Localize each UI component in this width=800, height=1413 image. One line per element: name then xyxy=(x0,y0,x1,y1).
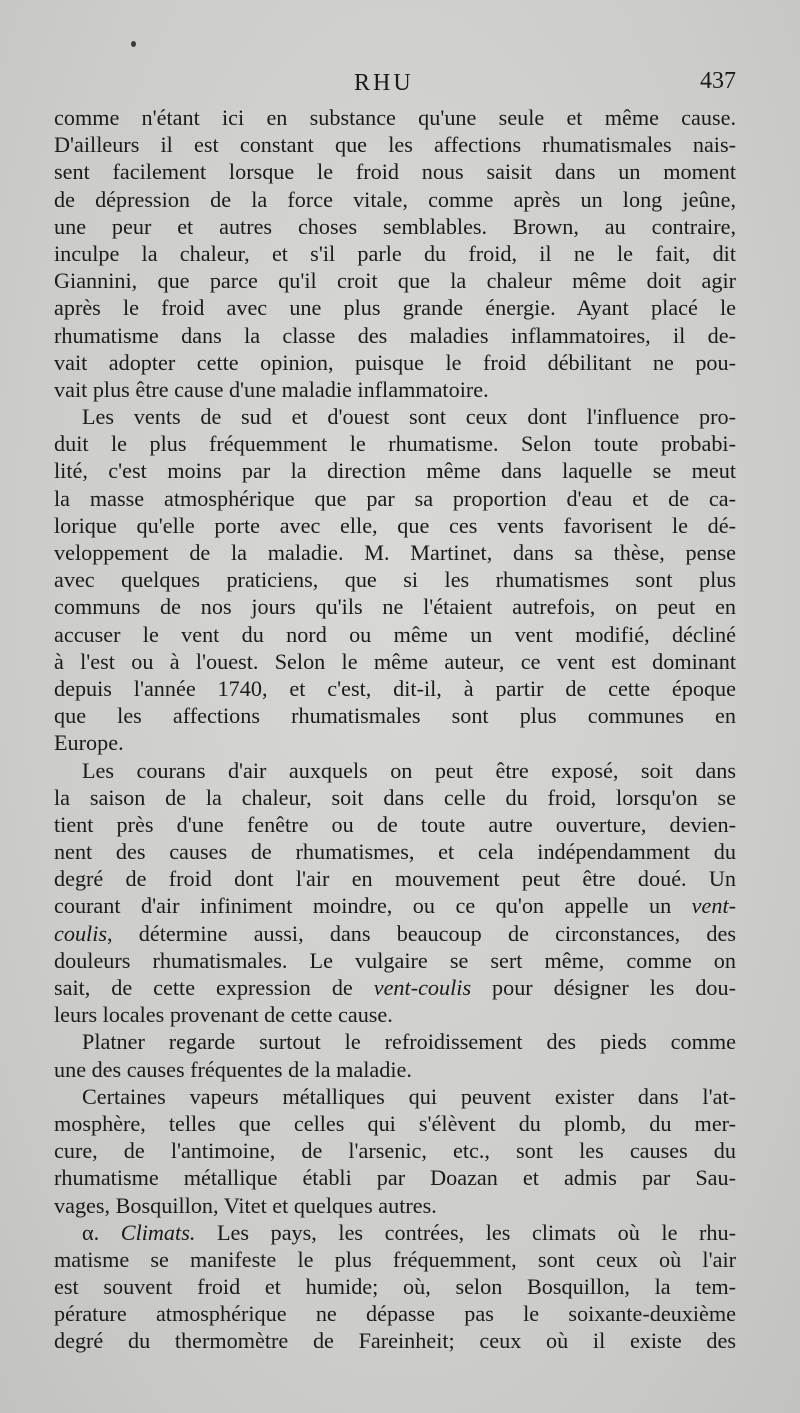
text-line: inculpe la chaleur, et s'il parle du froid, il ne le fait, dit xyxy=(54,240,736,266)
text-line: Platner regarde surtout le refroidissement des pieds comme xyxy=(82,1029,736,1055)
text-line: degré du thermomètre de Fareinheit; ceux où il existe des xyxy=(54,1328,736,1354)
running-head: RHU xyxy=(354,70,414,96)
text-line: à l'est ou à l'ouest. Selon le même auteur, ce vent est dominant xyxy=(54,648,736,674)
text-line: Les vents de sud et d'ouest sont ceux dont l'influence pro- xyxy=(82,404,736,430)
text-line: sait, de cette expression de vent-coulis pour désigner les dou- xyxy=(54,975,736,1000)
text-line: est souvent froid et humide; où, selon Bosquillon, la tem- xyxy=(54,1274,736,1300)
text-line: sent facilement lorsque le froid nous saisit dans un moment xyxy=(54,159,736,185)
text-line: une des causes fréquentes de la maladie. xyxy=(54,1056,412,1082)
text-line: leurs locales provenant de cette cause. xyxy=(54,1002,393,1028)
text-line: Certaines vapeurs métalliques qui peuvent exister dans l'at- xyxy=(82,1083,736,1109)
text-line: pérature atmosphérique ne dépasse pas le soixante-deuxième xyxy=(54,1301,736,1327)
text-line: Europe. xyxy=(54,730,124,756)
text-line: Les courans d'air auxquels on peut être exposé, soit dans xyxy=(82,757,736,783)
text-line: accuser le vent du nord ou même un vent modifié, décliné xyxy=(54,621,736,647)
text-line: lorique qu'elle porte avec elle, que ces vents favorisent le dé- xyxy=(54,512,736,538)
page-number: 437 xyxy=(700,68,736,94)
text-line: Giannini, que parce qu'il croit que la chaleur même doit agir xyxy=(54,268,736,294)
text-line: que les affections rhumatismales sont plus communes en xyxy=(54,703,736,729)
text-line: cure, de l'antimoine, de l'arsenic, etc., sont les causes du xyxy=(54,1138,736,1164)
text-line: la masse atmosphérique que par sa proportion d'eau et de ca- xyxy=(54,485,736,511)
text-line: D'ailleurs il est constant que les affections rhumatismales nais- xyxy=(54,132,736,158)
text-line: douleurs rhumatismales. Le vulgaire se sert même, comme on xyxy=(54,947,736,973)
text-line: comme n'étant ici en substance qu'une seule et même cause. xyxy=(54,105,736,130)
page-header xyxy=(54,66,736,104)
text-line: matisme se manifeste le plus fréquemment, sont ceux où l'air xyxy=(54,1246,736,1272)
text-line: lité, c'est moins par la direction même dans laquelle se meut xyxy=(54,458,736,484)
text-line: vait plus être cause d'une maladie inflammatoire. xyxy=(54,376,489,402)
text-line: communs de nos jours qu'ils ne l'étaient autrefois, on peut en xyxy=(54,594,736,620)
text-line: après le froid avec une plus grande énergie. Ayant placé le xyxy=(54,295,736,321)
text-line: coulis, détermine aussi, dans beaucoup de circonstances, des xyxy=(54,920,736,946)
text-line: vait adopter cette opinion, puisque le froid débilitant ne pou- xyxy=(54,349,736,375)
text-line: avec quelques praticiens, que si les rhumatismes sont plus xyxy=(54,567,736,593)
text-line: de dépression de la force vitale, comme après un long jeûne, xyxy=(54,186,736,212)
text-line: rhumatisme métallique établi par Doazan et admis par Sau- xyxy=(54,1165,736,1191)
text-line: rhumatisme dans la classe des maladies inflammatoires, il de- xyxy=(54,322,736,348)
text-line: tient près d'une fenêtre ou de toute autre ouverture, devien- xyxy=(54,811,736,837)
text-line: la saison de la chaleur, soit dans celle du froid, lorsqu'on se xyxy=(54,784,736,810)
book-page xyxy=(54,66,736,1355)
text-line: mosphère, telles que celles qui s'élèvent du plomb, du mer- xyxy=(54,1110,736,1136)
ink-speck xyxy=(131,41,136,47)
text-line: degré de froid dont l'air en mouvement peut être doué. Un xyxy=(54,866,736,892)
text-line: α. Climats. Les pays, les contrées, les climats où le rhu- xyxy=(82,1219,736,1245)
text-line: une peur et autres choses semblables. Brown, au contraire, xyxy=(54,213,736,239)
text-line: duit le plus fréquemment le rhumatisme. Selon toute probabi- xyxy=(54,431,736,457)
text-line: nent des causes de rhumatismes, et cela indépendamment du xyxy=(54,839,736,865)
text-line: courant d'air infiniment moindre, ou ce qu'on appelle un vent- xyxy=(54,893,736,919)
body-text xyxy=(54,104,736,1355)
text-line: depuis l'année 1740, et c'est, dit-il, à partir de cette époque xyxy=(54,675,736,701)
text-line: vages, Bosquillon, Vitet et quelques autres. xyxy=(54,1192,437,1218)
text-line: veloppement de la maladie. M. Martinet, dans sa thèse, pense xyxy=(54,540,736,565)
